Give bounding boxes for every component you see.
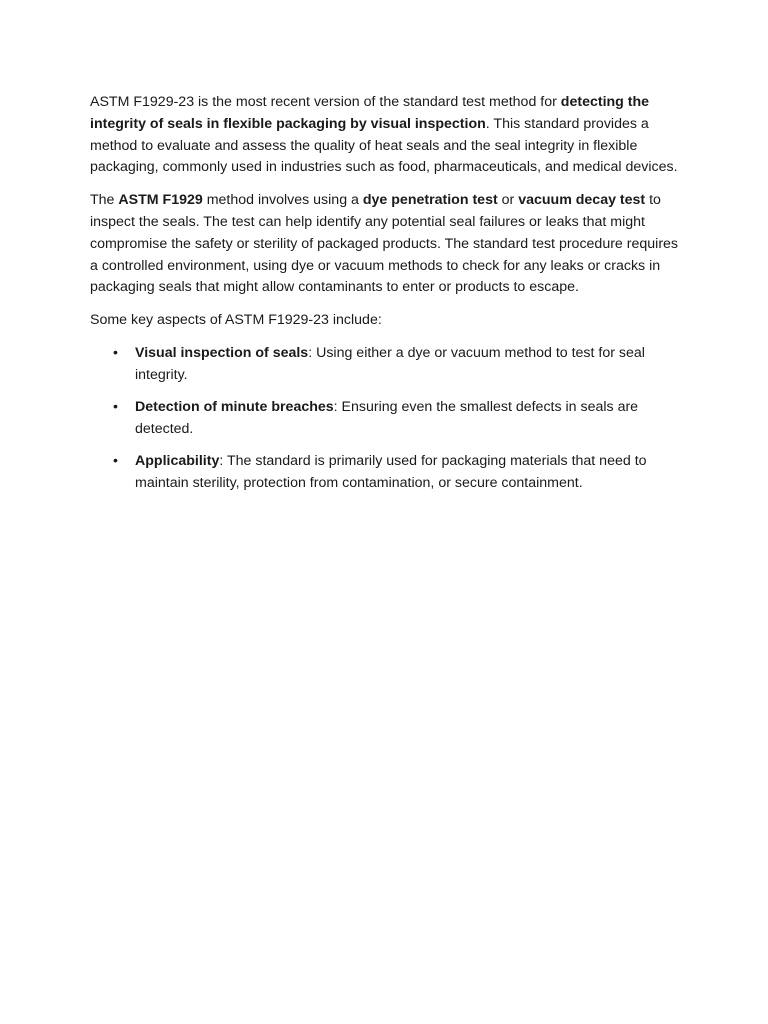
bullet-icon: • bbox=[113, 344, 118, 361]
document-page bbox=[90, 92, 680, 505]
list-item bbox=[90, 397, 680, 441]
text-segment: method involves using a bbox=[202, 192, 363, 209]
bullet-icon: • bbox=[113, 399, 118, 416]
list-item-desc: : The standard is primarily used for packaging materials that need to maintain sterility, protection from contamination, or secure containment. bbox=[135, 453, 647, 491]
text-segment-bold: detecting the integrity of seals in flexible packaging by visual inspection bbox=[90, 94, 650, 132]
paragraph-key-aspects bbox=[90, 310, 680, 332]
text-segment-bold: ASTM F1929 bbox=[118, 192, 203, 209]
text-segment: to inspect the seals. The test can help identify any potential seal failures or leaks that might compromise the safety or sterility of packaged products. The standard test procedure requires a controlled environment, using dye or vacuum methods to check for any leaks or cracks in packaging seals that might allow contaminants to enter or products to escape. bbox=[90, 192, 679, 296]
text-segment: . This standard provides a method to evaluate and assess the quality of heat seals and the seal integrity in flexible packaging, commonly used in industries such as food, pharmaceuticals, and medical devices. bbox=[90, 115, 678, 176]
paragraph-method bbox=[90, 190, 680, 299]
text-segment-bold: dye penetration test bbox=[362, 192, 498, 209]
list-item-term: Detection of minute breaches bbox=[135, 399, 334, 416]
text-segment: The bbox=[90, 192, 119, 209]
text-segment: ASTM F1929-23 is the most recent version of the standard test method for bbox=[90, 94, 561, 110]
list-item-desc: : Ensuring even the smallest defects in seals are detected. bbox=[135, 399, 639, 437]
list-item-term: Applicability bbox=[135, 453, 220, 470]
text-segment: Some key aspects of ASTM F1929-23 include: bbox=[90, 312, 382, 329]
key-aspects-list bbox=[90, 343, 680, 495]
list-item-term: Visual inspection of seals bbox=[135, 344, 309, 361]
list-item bbox=[90, 451, 680, 495]
text-segment-bold: vacuum decay test bbox=[518, 192, 646, 209]
paragraph-intro bbox=[90, 92, 680, 179]
bullet-icon: • bbox=[113, 453, 118, 470]
list-item bbox=[90, 343, 680, 387]
text-segment: or bbox=[497, 192, 519, 209]
list-item-desc: : Using either a dye or vacuum method to test for seal integrity. bbox=[135, 344, 645, 383]
